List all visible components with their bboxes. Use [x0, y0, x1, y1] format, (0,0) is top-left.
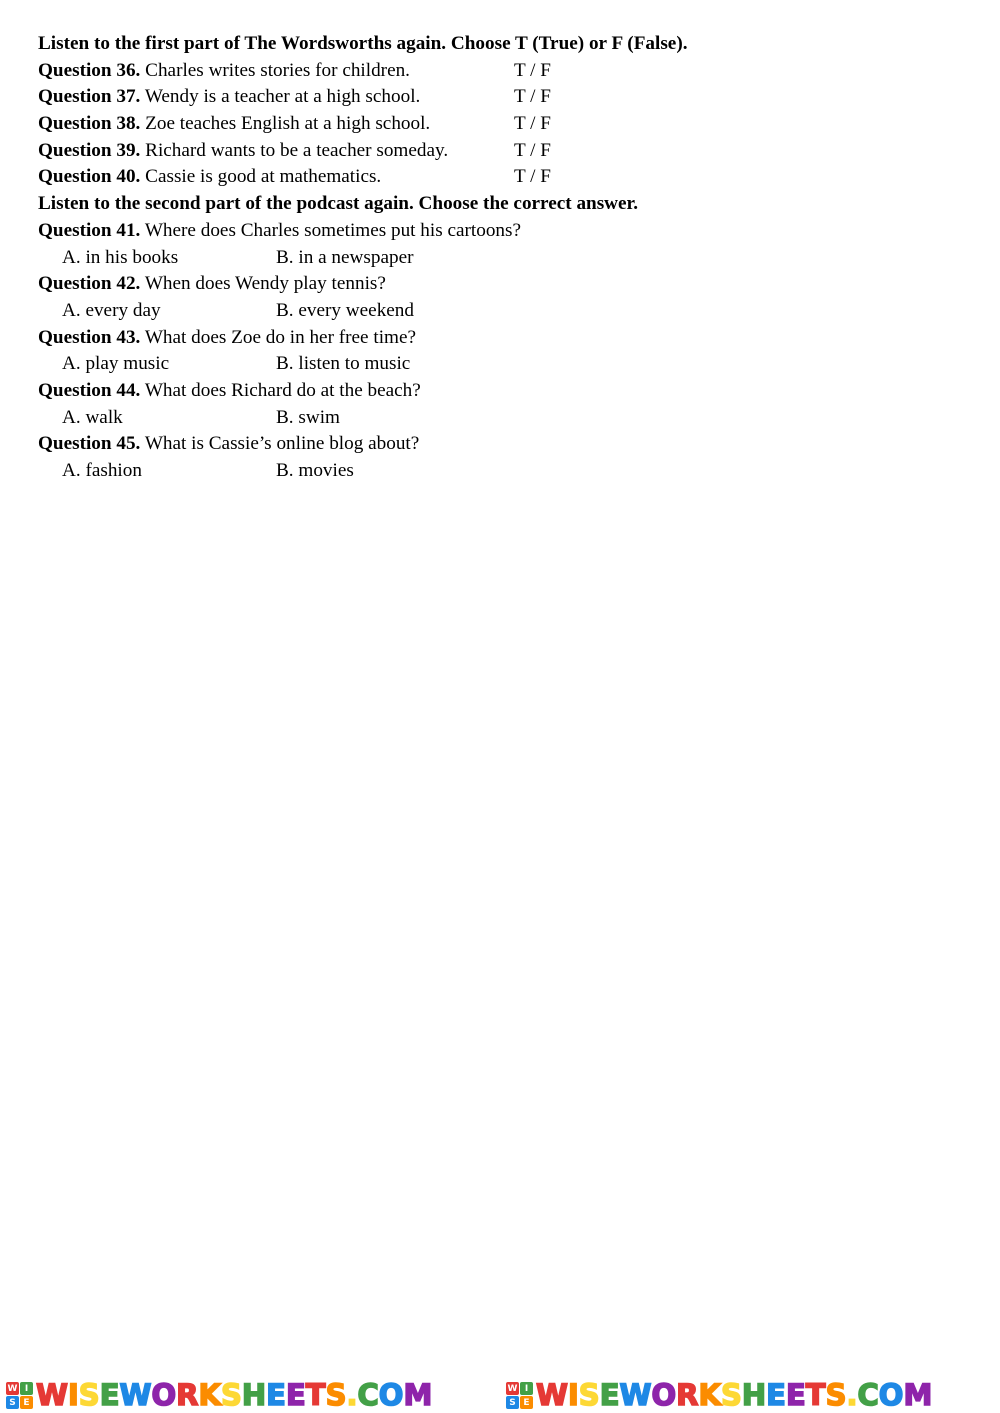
wordmark-letter: S	[220, 1378, 242, 1412]
question-number: Question 36.	[38, 59, 141, 81]
wordmark-letter: O	[651, 1378, 677, 1412]
wordmark-letter: T	[305, 1378, 326, 1412]
question-41	[38, 218, 968, 245]
option-a[interactable]: A. play music	[62, 353, 170, 375]
question-number: Question 38.	[38, 113, 141, 135]
brand-logo	[0, 1378, 500, 1412]
wordmark-letter: O	[151, 1378, 177, 1412]
question-44	[38, 378, 968, 405]
option-a[interactable]: A. in his books	[62, 246, 179, 268]
wordmark-letter: W	[536, 1378, 568, 1412]
wordmark-letter: C	[357, 1378, 379, 1412]
wordmark-letter: R	[676, 1378, 699, 1412]
wordmark-letter: O	[378, 1378, 404, 1412]
footer-watermark	[0, 1378, 1000, 1413]
wordmark-letter: R	[176, 1378, 199, 1412]
wordmark-letter: E	[266, 1378, 286, 1412]
question-number: Question 44.	[38, 379, 141, 401]
logo-letter: I	[520, 1382, 533, 1395]
question-43	[38, 325, 968, 352]
wordmark-letter: E	[785, 1378, 806, 1412]
brand-wordmark	[536, 1378, 933, 1412]
question-text: Richard wants to be a teacher someday.	[145, 139, 449, 161]
part2-heading: Listen to the second part of the podcast again. Choose the correct answer.	[38, 193, 639, 215]
question-41-options	[38, 245, 968, 272]
wordmark-letter: W	[119, 1378, 152, 1412]
logo-letter: I	[20, 1382, 33, 1395]
question-38	[38, 111, 968, 138]
question-text: What does Zoe do in her free time?	[144, 326, 416, 348]
question-number: Question 39.	[38, 139, 141, 161]
option-a[interactable]: A. walk	[62, 406, 123, 428]
wordmark-letter: S	[325, 1378, 347, 1412]
logo-grid-icon	[506, 1382, 533, 1409]
question-number: Question 43.	[38, 326, 141, 348]
logo-letter: E	[520, 1396, 533, 1409]
wordmark-letter: S	[825, 1378, 847, 1412]
question-text: What does Richard do at the beach?	[144, 379, 421, 401]
wordmark-letter: I	[568, 1378, 579, 1412]
true-false-choice[interactable]: T / F	[514, 139, 551, 161]
option-a[interactable]: A. every day	[62, 299, 161, 321]
logo-grid-icon	[6, 1382, 33, 1409]
logo-letter: E	[20, 1396, 33, 1409]
brand-wordmark	[36, 1378, 433, 1412]
true-false-choice[interactable]: T / F	[514, 166, 551, 188]
question-number: Question 41.	[38, 219, 141, 241]
option-b[interactable]: B. swim	[276, 406, 340, 428]
logo-letter: W	[507, 1383, 518, 1394]
wordmark-letter: K	[698, 1378, 721, 1412]
wordmark-letter: T	[805, 1378, 826, 1412]
option-b[interactable]: B. listen to music	[276, 353, 411, 375]
logo-letter: S	[506, 1396, 519, 1409]
question-42	[38, 271, 968, 298]
wordmark-letter: M	[903, 1378, 933, 1412]
question-text: Zoe teaches English at a high school.	[145, 113, 431, 135]
wordmark-letter: S	[720, 1378, 742, 1412]
wordmark-letter: E	[285, 1378, 306, 1412]
question-36	[38, 58, 968, 85]
wordmark-letter: H	[741, 1378, 767, 1412]
question-text: Charles writes stories for children.	[145, 59, 410, 81]
wordmark-letter: W	[619, 1378, 652, 1412]
question-text: Cassie is good at mathematics.	[145, 166, 382, 188]
option-b[interactable]: B. movies	[276, 460, 354, 481]
part1-heading: Listen to the first part of The Wordsworths again. Choose T (True) or F (False).	[38, 33, 688, 54]
wordmark-letter: .	[846, 1378, 858, 1412]
wordmark-letter: O	[878, 1378, 904, 1412]
question-number: Question 40.	[38, 166, 141, 188]
question-number: Question 42.	[38, 273, 141, 295]
wordmark-letter: S	[78, 1378, 100, 1412]
question-42-options	[38, 298, 968, 325]
true-false-choice[interactable]: T / F	[514, 59, 551, 81]
question-37	[38, 84, 968, 111]
question-number: Question 37.	[38, 86, 141, 108]
question-number: Question 45.	[38, 433, 141, 455]
option-b[interactable]: B. in a newspaper	[276, 246, 414, 268]
question-43-options	[38, 351, 968, 378]
wordmark-letter: K	[198, 1378, 221, 1412]
option-b[interactable]: B. every weekend	[276, 299, 414, 321]
question-text: What is Cassie’s online blog about?	[144, 433, 420, 455]
question-text: When does Wendy play tennis?	[144, 273, 386, 295]
wordmark-letter: S	[578, 1378, 600, 1412]
question-40	[38, 164, 968, 191]
option-a[interactable]: A. fashion	[62, 460, 142, 481]
question-text: Wendy is a teacher at a high school.	[144, 86, 421, 108]
question-text: Where does Charles sometimes put his cartoons?	[144, 219, 522, 241]
logo-letter: S	[6, 1396, 19, 1409]
worksheet	[38, 31, 968, 485]
brand-logo	[500, 1378, 1000, 1412]
wordmark-letter: C	[857, 1378, 879, 1412]
wordmark-letter: E	[766, 1378, 786, 1412]
logo-letter: W	[7, 1383, 18, 1394]
question-45	[38, 431, 968, 458]
wordmark-letter: I	[68, 1378, 79, 1412]
wordmark-letter: E	[599, 1378, 620, 1412]
true-false-choice[interactable]: T / F	[514, 113, 551, 135]
wordmark-letter: M	[403, 1378, 433, 1412]
wordmark-letter: E	[99, 1378, 120, 1412]
wordmark-letter: W	[36, 1378, 68, 1412]
true-false-choice[interactable]: T / F	[514, 86, 551, 108]
question-44-options	[38, 405, 968, 432]
wordmark-letter: .	[346, 1378, 358, 1412]
wordmark-letter: H	[241, 1378, 267, 1412]
question-39	[38, 138, 968, 165]
question-45-options	[38, 458, 968, 485]
